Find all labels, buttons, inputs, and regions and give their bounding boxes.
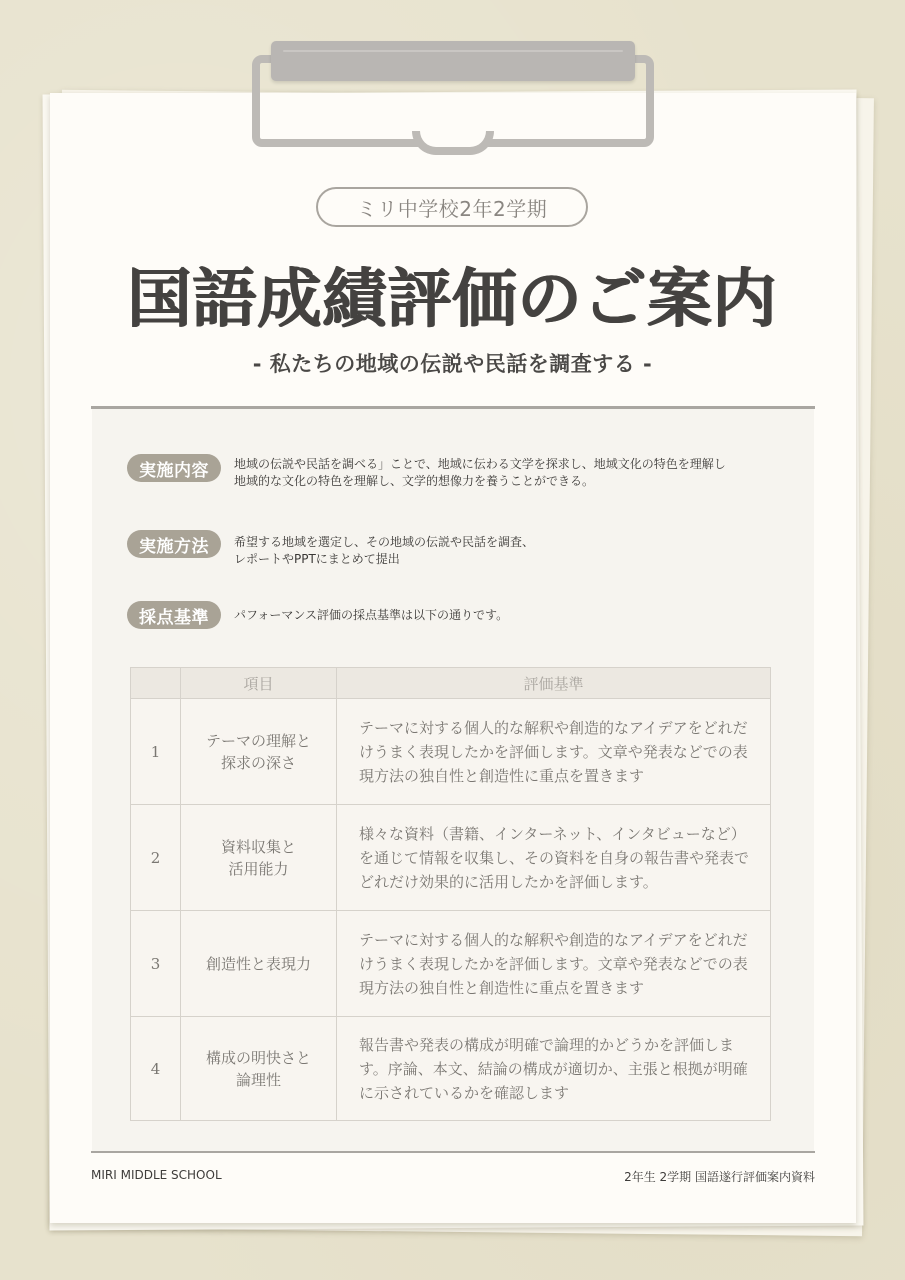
table-row — [131, 805, 771, 911]
row-description-line: 報告書や発表の構成が明確で論理的かどうかを評価しま — [359, 1035, 735, 1054]
header-cell-item: 項目 — [181, 668, 337, 699]
row-number: 1 — [131, 699, 181, 805]
section-badge: 実施内容 — [127, 454, 221, 482]
section-text — [234, 607, 508, 624]
section-text — [234, 456, 726, 490]
row-description-line: す。序論、本文、結論の構成が適切か、主張と根拠が明確 — [359, 1059, 748, 1078]
row-description-line: どれだけ効果的に活用したかを評価します。 — [359, 872, 658, 891]
section-text-line: レポートやPPTにまとめて提出 — [234, 552, 400, 566]
row-description — [337, 1017, 771, 1121]
row-number: 3 — [131, 911, 181, 1017]
table-row — [131, 699, 771, 805]
row-item — [181, 805, 337, 911]
row-description — [337, 911, 771, 1017]
section-text-line: 地域的な文化の特色を理解し、文学的想像力を養うことができる。 — [234, 474, 595, 488]
section-implementation-content — [127, 454, 726, 490]
bottom-divider — [91, 1151, 815, 1153]
row-item-line: 創造性と表現力 — [205, 954, 311, 973]
table-row — [131, 911, 771, 1017]
section-implementation-method — [127, 530, 534, 568]
row-item-line: 資料収集と — [220, 837, 296, 856]
row-item-line: テーマの理解と — [205, 731, 311, 750]
section-text — [234, 534, 534, 568]
row-item-line: 活用能力 — [228, 859, 289, 878]
row-item — [181, 911, 337, 1017]
row-item — [181, 1017, 337, 1121]
row-item-line: 探求の深さ — [220, 753, 296, 772]
row-description — [337, 699, 771, 805]
row-item-line: 構成の明快さと — [205, 1048, 311, 1067]
row-number: 4 — [131, 1017, 181, 1121]
section-text-line: 地域の伝説や民話を調べる」ことで、地域に伝わる文学を探求し、地域文化の特色を理解し — [234, 457, 726, 471]
section-scoring-criteria — [127, 601, 508, 629]
section-text-line: 希望する地域を選定し、その地域の伝説や民話を調査、 — [234, 535, 535, 549]
row-description — [337, 805, 771, 911]
row-description-line: テーマに対する個人的な解釈や創造的なアイデアをどれだ — [359, 930, 748, 949]
row-description-line: テーマに対する個人的な解釈や創造的なアイデアをどれだ — [359, 718, 748, 737]
section-badge: 実施方法 — [127, 530, 221, 558]
header-cell-criteria: 評価基準 — [337, 668, 771, 699]
table-header-row — [131, 668, 771, 699]
row-description-line: 現方法の独自性と創造性に重点を置きます — [359, 978, 645, 997]
row-description-line: けうまく表現したかを評価します。文章や発表などでの表 — [359, 954, 748, 973]
row-item-line: 論理性 — [235, 1070, 281, 1089]
row-item — [181, 699, 337, 805]
criteria-table — [130, 667, 771, 1121]
header-cell-number — [131, 668, 181, 699]
row-description-line: けうまく表現したかを評価します。文章や発表などでの表 — [359, 742, 748, 761]
term-label: ミリ中学校2年2学期 — [316, 187, 588, 227]
row-description-line: に示されているかを確認します — [359, 1083, 570, 1102]
row-number: 2 — [131, 805, 181, 911]
section-text-line: パフォーマンス評価の採点基準は以下の通りです。 — [234, 608, 509, 622]
row-description-line: 様々な資料（書籍、インターネット、インタビューなど） — [359, 824, 746, 843]
footer-school-name: MIRI MIDDLE SCHOOL — [91, 1168, 222, 1182]
section-badge: 採点基準 — [127, 601, 221, 629]
footer-document-label: 2年生 2学期 国語遂行評価案内資料 — [624, 1170, 815, 1184]
row-description-line: を通じて情報を収集し、その資料を自身の報告書や発表で — [359, 848, 750, 867]
page-title: 国語成績評価のご案内 — [127, 262, 778, 337]
page-subtitle: - 私たちの地域の伝説や民話を調査する - — [252, 352, 653, 376]
row-description-line: 現方法の独自性と創造性に重点を置きます — [359, 766, 645, 785]
table-row — [131, 1017, 771, 1121]
